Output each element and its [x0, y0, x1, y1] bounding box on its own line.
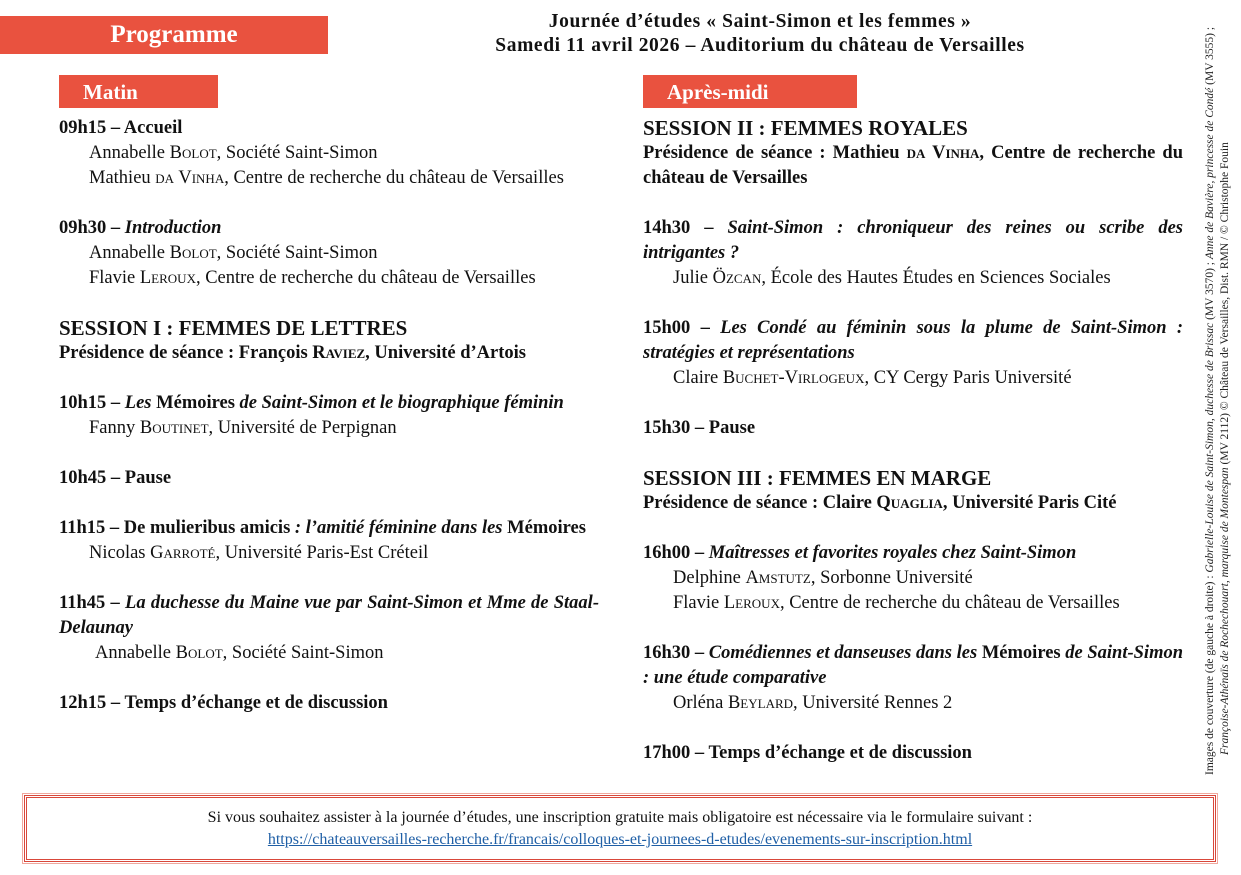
entry-time: 10h45 – [59, 468, 125, 488]
entry-time: 10h15 – [59, 393, 125, 413]
chair-last-name: Raviez [312, 343, 366, 363]
entry-title: Saint-Simon : chroniqueur des reines ou scribe des intrigantes ? [643, 218, 1183, 263]
speaker [59, 541, 599, 566]
programme-label: Programme [110, 21, 238, 48]
speaker-first-name: Mathieu [89, 168, 156, 188]
session-title: SESSION III : FEMMES EN MARGE [643, 466, 992, 490]
speaker-last-name: Buchet-Virlogeux [722, 368, 865, 388]
entry-title: Accueil [123, 118, 183, 138]
credit-text: Françoise-Athénaïs de Rochechouart, marquise de Montespan [1219, 467, 1231, 755]
entry-time: 11h45 – [59, 593, 126, 613]
speaker-affiliation: , École des Hautes Études en Sciences Sociales [761, 268, 1111, 288]
morning-column [59, 116, 599, 741]
speaker-last-name: Bolot [169, 243, 217, 263]
session-title: SESSION I : FEMMES DE LETTRES [59, 316, 408, 340]
speaker-last-name: Bolot [169, 143, 217, 163]
afternoon-banner [643, 75, 857, 108]
entry-title: Introduction [124, 218, 222, 238]
entry-time: 15h30 – [643, 418, 709, 438]
chair-prefix: Présidence de séance : François [59, 343, 313, 363]
entry-title-part: Comédiennes et danseuses dans les [708, 643, 978, 663]
speaker-affiliation: , Sorbonne Université [810, 568, 973, 588]
speaker-affiliation: , Université de Perpignan [208, 418, 397, 438]
credit-text: Images de couverture (de gauche à droite) : [1204, 572, 1216, 775]
speaker-first-name: Julie [673, 268, 713, 288]
speaker-first-name: Annabelle [89, 143, 170, 163]
session-header [643, 116, 1183, 191]
entry-time: 14h30 – [643, 218, 728, 238]
speaker-affiliation: , Société Saint-Simon [216, 243, 378, 263]
speaker [643, 591, 1183, 616]
entry-time: 11h15 – [59, 518, 124, 538]
entry-time: 09h30 – [59, 218, 125, 238]
chair-affiliation: , Université Paris Cité [942, 493, 1117, 513]
speaker-last-name: Leroux [723, 593, 780, 613]
speaker-affiliation: , Université Rennes 2 [793, 693, 953, 713]
chair-last-name: Quaglia [876, 493, 943, 513]
program-entry [59, 116, 599, 191]
event-title [420, 10, 1100, 58]
speaker-affiliation: , Société Saint-Simon [222, 643, 384, 663]
speaker [643, 266, 1183, 291]
speaker [59, 166, 599, 191]
program-entry [59, 216, 599, 291]
speaker-affiliation: , Centre de recherche du château de Versailles [779, 593, 1120, 613]
afternoon-label: Après-midi [667, 80, 769, 104]
session-header [643, 466, 1183, 516]
registration-text: Si vous souhaitez assister à la journée d’études, une inscription gratuite mais obligatoire est nécessaire via le formulaire suivant : [207, 809, 1033, 826]
speaker-affiliation: , Centre de recherche du château de Versailles [195, 268, 536, 288]
program-entry [59, 591, 599, 666]
speaker-first-name: Fanny [89, 418, 140, 438]
programme-banner [0, 16, 328, 54]
entry-title-part: Les [124, 393, 152, 413]
afternoon-column [643, 116, 1183, 791]
speaker [59, 241, 599, 266]
chair-prefix: Présidence de séance : Claire [643, 493, 877, 513]
speaker-affiliation: , Centre de recherche du château de Versailles [224, 168, 564, 188]
entry-title: La duchesse du Maine vue par Saint-Simon et Mme de Staal-Delaunay [59, 593, 599, 638]
speaker [643, 691, 1183, 716]
entry-title-part: Mémoires [502, 518, 586, 538]
speaker [59, 266, 599, 291]
session-header [59, 316, 599, 366]
chair-affiliation: , Centre de recherche du château de Versailles [643, 143, 1183, 188]
morning-label: Matin [83, 80, 138, 104]
credit-text: (MV 3570) ; [1204, 259, 1216, 323]
entry-title-part: De mulieribus amicis [123, 518, 291, 538]
speaker [643, 366, 1183, 391]
chair-prefix: Présidence de séance : Mathieu [643, 143, 907, 163]
entry-time: 17h00 – [643, 743, 709, 763]
program-entry [643, 641, 1183, 716]
speaker-last-name: Amstutz [745, 568, 811, 588]
speaker-first-name: Claire [673, 368, 723, 388]
speaker-affiliation: , CY Cergy Paris Université [864, 368, 1072, 388]
speaker-last-name: Özcan [712, 268, 762, 288]
speaker-last-name: Garroté [150, 543, 216, 563]
session-chair [643, 491, 1183, 516]
program-entry [643, 416, 1183, 441]
entry-time: 12h15 – [59, 693, 125, 713]
speaker-first-name: Flavie [89, 268, 140, 288]
speaker [59, 141, 599, 166]
morning-banner [59, 75, 218, 108]
speaker-last-name: Leroux [139, 268, 196, 288]
entry-title: Les Condé au féminin sous la plume de Saint-Simon : stratégies et représentations [643, 318, 1183, 363]
entry-title: Maîtresses et favorites royales chez Saint-Simon [708, 543, 1077, 563]
entry-title-part: Mémoires [151, 393, 240, 413]
chair-last-name: da Vinha [906, 143, 980, 163]
speaker-last-name: Bolot [175, 643, 223, 663]
session-chair [643, 141, 1183, 191]
entry-time: 15h00 – [643, 318, 721, 338]
entry-title: Pause [124, 468, 172, 488]
credit-text: (MV 3555) ; [1204, 26, 1216, 88]
speaker-first-name: Delphine [673, 568, 746, 588]
speaker [59, 416, 599, 441]
program-entry [643, 316, 1183, 391]
entry-title-part: : l’amitié féminine dans les [290, 518, 503, 538]
speaker-first-name: Annabelle [89, 243, 170, 263]
speaker-first-name: Flavie [673, 593, 724, 613]
entry-title-part: de Saint-Simon et le biographique féminin [239, 393, 564, 413]
entry-title-part: de Saint-Simon : une étude comparative [643, 643, 1183, 688]
entry-title: Temps d’échange et de discussion [708, 743, 972, 763]
credit-text: Gabrielle-Louise de Saint-Simon, duchesse de Brissac [1204, 322, 1216, 573]
speaker [59, 641, 599, 666]
registration-link[interactable]: https://chateauversailles-recherche.fr/francais/colloques-et-journees-d-etudes/evenements-sur-inscription.html [267, 831, 973, 848]
entry-title-part: Mémoires [977, 643, 1066, 663]
event-date-venue: Samedi 11 avril 2026 – Auditorium du château de Versailles [495, 35, 1025, 56]
speaker-last-name: Beylard [727, 693, 794, 713]
program-entry [59, 466, 599, 491]
image-credits [1203, 0, 1233, 775]
entry-time: 09h15 – [59, 118, 124, 138]
credit-text: Anne de Bavière, princesse de Condé [1204, 87, 1216, 260]
event-title-line1: Journée d’études « Saint-Simon et les femmes » [548, 11, 972, 32]
entry-title: Temps d’échange et de discussion [124, 693, 388, 713]
program-entry [643, 541, 1183, 616]
entry-title: Pause [708, 418, 756, 438]
program-entry [59, 691, 599, 716]
speaker-affiliation: , Université Paris-Est Créteil [215, 543, 429, 563]
session-chair [59, 341, 599, 366]
program-entry [59, 516, 599, 566]
credit-text: (MV 2112) © Château de Versailles, Dist. RMN / © Christophe Fouin [1219, 142, 1231, 468]
program-entry [643, 741, 1183, 766]
chair-affiliation: , Université d’Artois [365, 343, 526, 363]
entry-time: 16h30 – [643, 643, 709, 663]
speaker-first-name: Annabelle [95, 643, 176, 663]
registration-notice [24, 795, 1216, 862]
speaker-last-name: da Vinha [155, 168, 225, 188]
speaker [643, 566, 1183, 591]
speaker-first-name: Orléna [673, 693, 728, 713]
entry-time: 16h00 – [643, 543, 709, 563]
program-entry [643, 216, 1183, 291]
program-entry [59, 391, 599, 441]
speaker-affiliation: , Société Saint-Simon [216, 143, 378, 163]
speaker-first-name: Nicolas [89, 543, 151, 563]
session-title: SESSION II : FEMMES ROYALES [643, 116, 968, 140]
speaker-last-name: Boutinet [139, 418, 209, 438]
